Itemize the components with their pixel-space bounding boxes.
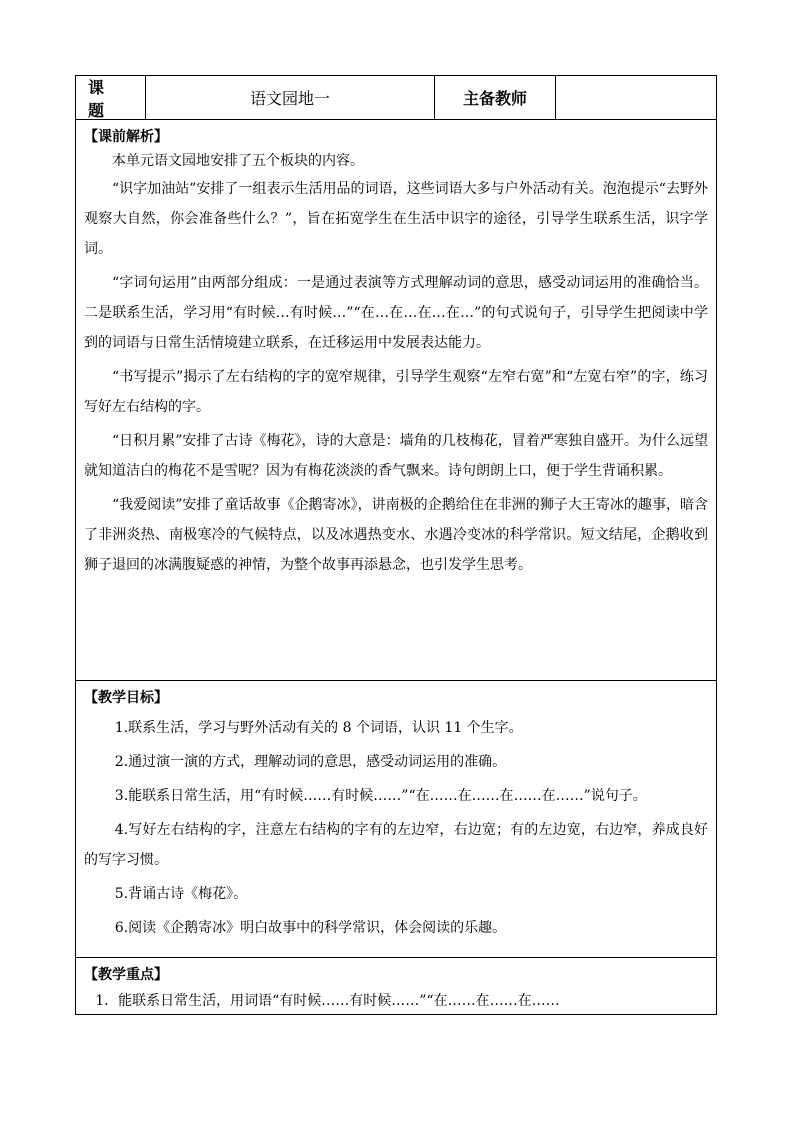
header-row — [76, 76, 716, 120]
analysis-paragraph: 本单元语文园地安排了五个板块的内容。 — [112, 153, 364, 169]
topic-value: 语文园地一 — [146, 76, 435, 119]
goal-item: 4.写好左右结构的字，注意左右结构的字有的左边窄，右边宽；有的左边宽，右边窄，养成良好的写字习惯。 — [84, 822, 708, 868]
goal-item: 6.阅读《企鹅寄冰》明白故事中的科学常识，体会阅读的乐趣。 — [114, 920, 507, 936]
keypoints-section — [76, 958, 716, 1020]
goal-item: 2.通过演一演的方式，理解动词的意思，感受动词运用的准确。 — [114, 754, 507, 770]
teacher-value — [556, 76, 716, 119]
teacher-label: 主备教师 — [435, 76, 556, 119]
analysis-section — [76, 120, 716, 681]
analysis-title: 【课前解析】 — [84, 129, 168, 145]
goal-item: 1.联系生活，学习与野外活动有关的 8 个词语，认识 11 个生字。 — [114, 720, 523, 736]
analysis-paragraph: “日积月累”安排了古诗《梅花》，诗的大意是：墙角的几枝梅花，冒着严寒独自盛开。为什么远望就知道洁白的梅花不是雪呢？因为有梅花淡淡的香气飘来。诗句朗朗上口，便于学生背诵积累。 — [84, 433, 708, 479]
keypoint-item: 1．能联系日常生活，用词语“有时候……有时候……”“在……在……在…… — [95, 993, 560, 1009]
goals-title: 【教学目标】 — [84, 690, 168, 706]
analysis-paragraph: “书写提示”揭示了左右结构的字的宽窄规律，引导学生观察“左窄右宽”和“左宽右窄”的字，练习写好左右结构的字。 — [84, 369, 708, 415]
goal-item: 5.背诵古诗《梅花》。 — [114, 886, 248, 902]
goals-section — [76, 681, 716, 958]
goal-item: 3.能联系日常生活，用“有时候……有时候……”“在……在……在……在……”说句子。 — [114, 788, 647, 804]
analysis-paragraph: “我爱阅读”安排了童话故事《企鹅寄冰》，讲南极的企鹅给住在非洲的狮子大王寄冰的趣事，暗含了非洲炎热、南极寒冷的气候特点，以及冰遇热变水、水遇冷变冰的科学常识。短文结尾，企鹅收到狮子退回的冰满腹疑惑的神情，为整个故事再添悬念，也引发学生思考。 — [84, 497, 708, 573]
analysis-paragraph: “字词句运用”由两部分组成：一是通过表演等方式理解动词的意思，感受动词运用的准确恰当。二是联系生活，学习用“有时候…有时候…”“在…在…在…在…”的句式说句子，引导学生把阅读中学到的词语与日常生活情境建立联系，在迁移运用中发展表达能力。 — [84, 275, 708, 351]
lesson-plan-table — [75, 75, 717, 1015]
topic-label: 课题 — [76, 76, 146, 119]
analysis-paragraph: “识字加油站”安排了一组表示生活用品的词语，这些词语大多与户外活动有关。泡泡提示“去野外观察大自然，你会准备些什么？”，旨在拓宽学生在生活中识字的途径，引导学生联系生活，识字学词。 — [84, 181, 708, 257]
keypoints-title: 【教学重点】 — [84, 967, 168, 983]
